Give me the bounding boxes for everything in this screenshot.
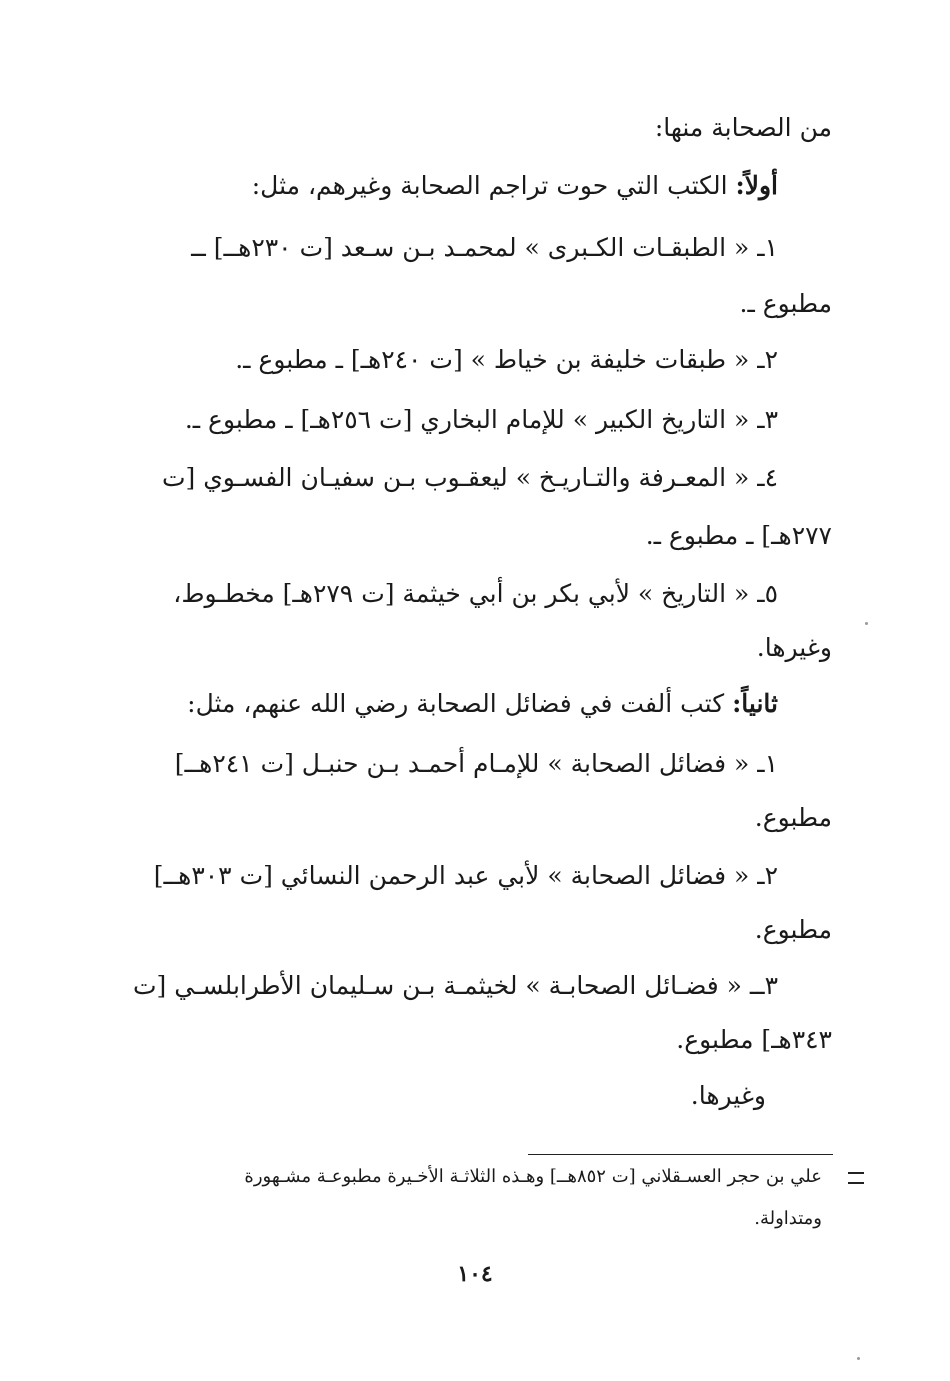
scan-speck bbox=[857, 1357, 860, 1360]
first-item-4-line1: ٤ـ « المعـرفة والتـاريـخ » ليعقـوب بـن سفيـان الفسـوي [ت bbox=[161, 463, 778, 492]
closing-line: وغيرها. bbox=[690, 1081, 766, 1110]
continuation-marker bbox=[848, 1172, 864, 1184]
first-item-5-line2: وغيرها. bbox=[756, 633, 832, 662]
second-section-heading bbox=[187, 684, 778, 724]
scan-speck bbox=[865, 622, 868, 625]
first-item-2: ٢ـ « طبقات خليفة بن خياط » [ت ٢٤٠هـ] ـ مطبوع ـ. bbox=[235, 345, 778, 374]
first-item-4-line2: ٢٧٧هـ] ـ مطبوع ـ. bbox=[645, 521, 832, 550]
intro-line: من الصحابة منها: bbox=[654, 113, 832, 142]
first-item-5-line1: ٥ـ « التاريخ » لأبي بكر بن أبي خيثمة [ت ٢٧٩هـ] مخطـوط، bbox=[173, 579, 778, 608]
first-section-heading bbox=[252, 166, 778, 206]
first-item-1-line2: مطبوع ـ. bbox=[739, 289, 832, 318]
first-item-3: ٣ـ « التاريخ الكبير » للإمام البخاري [ت ٢٥٦هـ] ـ مطبوع ـ. bbox=[184, 405, 778, 434]
footnote-separator bbox=[528, 1154, 833, 1155]
second-item-1-line1: ١ـ « فضائل الصحابة » للإمـام أحمـد بـن حنبـل [ت ٢٤١هــ] bbox=[174, 749, 778, 778]
second-heading-text: كتب ألفت في فضائل الصحابة رضي الله عنهم، مثل: bbox=[187, 689, 733, 718]
second-item-2-line2: مطبوع. bbox=[754, 915, 832, 944]
second-item-2-line1: ٢ـ « فضائل الصحابة » لأبي عبد الرحمن النسائي [ت ٣٠٣هــ] bbox=[153, 861, 778, 890]
first-heading-text: الكتب التي حوت تراجم الصحابة وغيرهم، مثل: bbox=[251, 171, 736, 200]
second-heading-label: ثانياً: bbox=[732, 689, 778, 718]
footnote-line-1: علي بن حجر العسـقلاني [ت ٨٥٢هــ] وهـذه الثلاثـة الأخـيرة مطبوعـة مشـهورة bbox=[244, 1166, 822, 1187]
second-item-3-line2: ٣٤٣هـ] مطبوع. bbox=[676, 1025, 832, 1054]
footnote-line-2: ومتداولة. bbox=[754, 1208, 822, 1229]
page-number: ١٠٤ bbox=[457, 1261, 493, 1287]
first-heading-label: أولاً: bbox=[735, 171, 778, 200]
second-item-3-line1: ٣ــ « فضـائل الصحابـة » لخيثمـة بـن سـليمان الأطرابلسـي [ت bbox=[132, 971, 778, 1000]
second-item-1-line2: مطبوع. bbox=[754, 803, 832, 832]
first-item-1-line1: ١ـ « الطبقـات الكـبرى » لمحمـد بـن سـعد [ت ٢٣٠هــ] ــ bbox=[191, 233, 778, 262]
